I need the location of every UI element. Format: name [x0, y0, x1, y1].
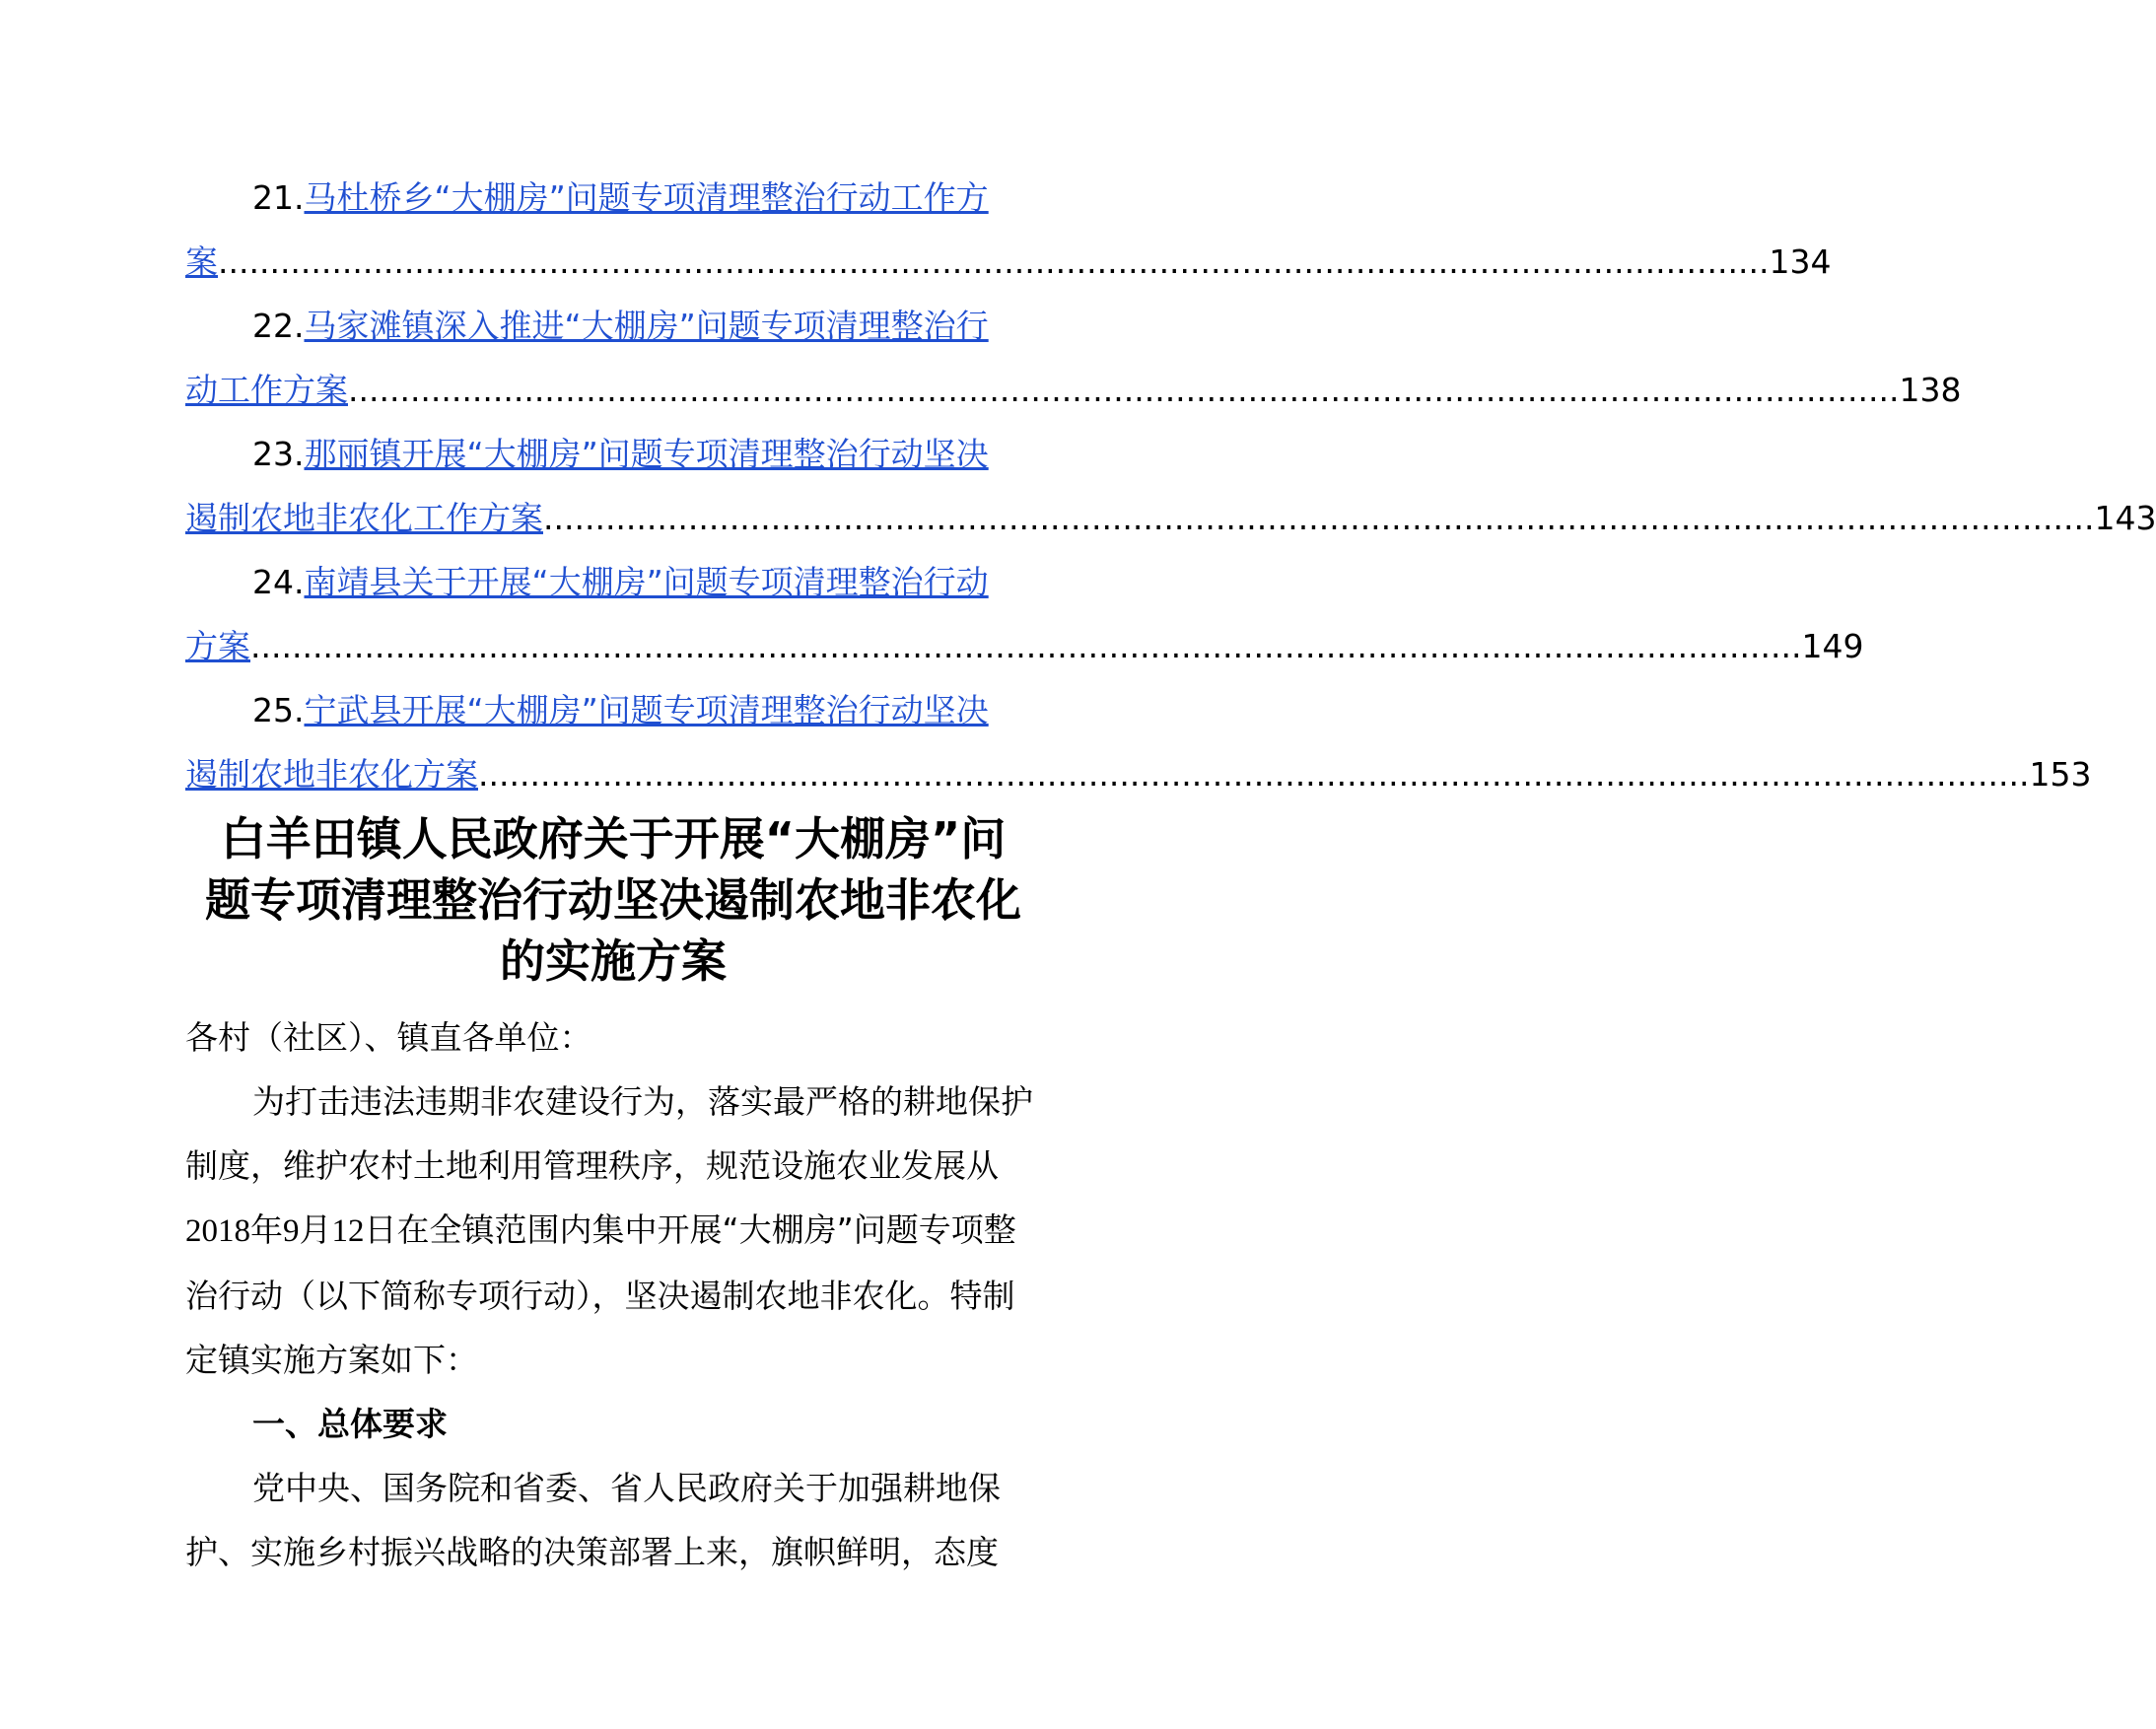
toc-leader-dots: ......................................................................................................................................................	[348, 371, 1900, 409]
toc-entry-link-cont[interactable]: 方案	[185, 627, 250, 665]
toc-page-number: 149	[1801, 627, 1864, 665]
toc-entry-link[interactable]: 南靖县关于开展“大棚房”问题专项清理整治行动	[304, 563, 989, 601]
toc-entry-link-cont[interactable]: 案	[185, 242, 218, 281]
toc-entry-22[interactable]	[185, 294, 1962, 422]
toc-leader-dots: ......................................................................................................................................................	[218, 242, 1770, 281]
paragraph-requirements: 党中央、国务院和省委、省人民政府关于加强耕地保护、实施乡村振兴战略的决策部署上来，旗帜鲜明，态度	[185, 1469, 1001, 1571]
toc-leader-dots: ......................................................................................................................................................	[250, 627, 1802, 665]
toc-entry-number: 24.	[252, 563, 305, 601]
table-of-contents	[185, 166, 2156, 806]
toc-page-number: 153	[2029, 755, 2092, 794]
toc-entry-number: 25.	[252, 691, 305, 729]
document-body	[185, 1005, 1041, 1584]
salutation: 各村（社区）、镇直各单位：	[185, 1018, 592, 1057]
paragraph-intro	[185, 1070, 1041, 1392]
year-value: 2018	[185, 1213, 250, 1249]
toc-entry-link[interactable]: 马家滩镇深入推进“大棚房”问题专项清理整治行	[304, 307, 989, 345]
title-line-3: 的实施方案	[500, 934, 727, 988]
title-line-1: 白羊田镇人民政府关于开展“大棚房”问	[220, 812, 1007, 865]
toc-entry-link[interactable]: 宁武县开展“大棚房”问题专项清理整治行动坚决	[304, 691, 989, 729]
toc-entry-link-cont[interactable]: 遏制农地非农化工作方案	[185, 499, 543, 537]
toc-entry-link[interactable]: 那丽镇开展“大棚房”问题专项清理整治行动坚决	[304, 435, 989, 473]
section-heading: 一、总体要求	[252, 1405, 448, 1443]
toc-entry-21[interactable]	[185, 166, 1832, 294]
toc-page-number: 143	[2094, 499, 2156, 537]
toc-leader-dots: ......................................................................................................................................................	[478, 755, 2030, 794]
month-value: 9	[283, 1213, 300, 1249]
title-line-2: 题专项清理整治行动坚决遏制农地非农化	[205, 873, 1021, 927]
paragraph-text: 为打击违法违期非农建设行为，落实最严格的耕地保护制度，维护农村土地利用管理秩序，规范设施农业发展从	[185, 1082, 1033, 1185]
toc-entry-24[interactable]	[185, 550, 1864, 678]
toc-entry-23[interactable]	[185, 422, 2156, 550]
toc-page-number: 138	[1899, 371, 1962, 409]
toc-entry-number: 23.	[252, 435, 305, 473]
toc-entry-link-cont[interactable]: 动工作方案	[185, 371, 348, 409]
paragraph-text: 年	[250, 1210, 283, 1249]
toc-page-number: 134	[1769, 242, 1832, 281]
toc-entry-link-cont[interactable]: 遏制农地非农化方案	[185, 755, 478, 794]
paragraph-text: 月	[299, 1210, 332, 1249]
toc-entry-25[interactable]	[185, 678, 2092, 806]
document-title	[185, 808, 1041, 992]
paragraph-text: 日在全镇范围内集中开展“大棚房”问题专项整治行动（以下简称专项行动），坚决遏制农地非农化。特制定镇实施方案如下：	[185, 1210, 1016, 1379]
toc-entry-number: 22.	[252, 307, 305, 345]
toc-entry-link[interactable]: 马杜桥乡“大棚房”问题专项清理整治行动工作方	[304, 178, 989, 217]
toc-leader-dots: ......................................................................................................................................................	[543, 499, 2095, 537]
day-value: 12	[331, 1213, 365, 1249]
toc-entry-number: 21.	[252, 178, 305, 217]
